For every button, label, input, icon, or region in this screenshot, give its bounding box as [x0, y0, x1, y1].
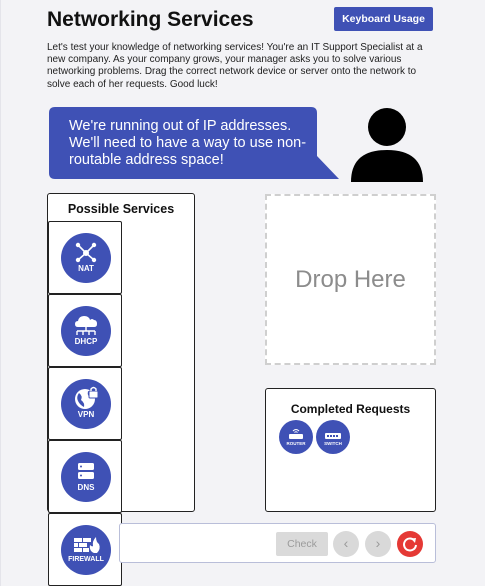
drop-zone-label: Drop Here: [295, 266, 406, 293]
reset-icon: [397, 531, 423, 557]
check-button[interactable]: Check: [276, 532, 328, 556]
dns-server-icon: [61, 452, 111, 502]
service-label: DHCP: [74, 337, 98, 346]
chevron-left-icon: ‹: [343, 535, 349, 551]
next-button[interactable]: [365, 531, 391, 557]
service-label: VPN: [77, 410, 95, 419]
service-card-vpn[interactable]: [48, 367, 122, 440]
completed-requests-title: Completed Requests: [290, 402, 411, 416]
nat-network-icon: [61, 233, 111, 283]
switch-icon: [316, 420, 350, 454]
keyboard-usage-button[interactable]: Keyboard Usage: [334, 7, 433, 31]
page-title: Networking Services: [47, 8, 254, 31]
service-label: DNS: [77, 483, 95, 492]
reset-button[interactable]: [397, 531, 423, 557]
router-icon: [279, 420, 313, 454]
chevron-right-icon: ›: [375, 535, 381, 551]
drop-zone[interactable]: [265, 194, 436, 365]
previous-button[interactable]: [333, 531, 359, 557]
dhcp-cloud-icon: [61, 306, 111, 356]
completed-item-label: SWITCH: [324, 441, 342, 446]
service-card-dhcp[interactable]: [48, 294, 122, 367]
person-icon: [349, 106, 425, 182]
completed-requests-panel: [265, 388, 436, 512]
request-speech-bubble: [49, 107, 339, 179]
service-label: FIREWALL: [68, 556, 104, 563]
completed-item-label: ROUTER: [286, 441, 306, 446]
service-card-nat[interactable]: [48, 221, 122, 294]
service-label: NAT: [78, 264, 94, 273]
firewall-icon: [61, 525, 111, 575]
vpn-globe-lock-icon: [61, 379, 111, 429]
possible-services-title: Possible Services: [67, 202, 175, 216]
request-message: We're running out of IP addresses. We'll need to have a way to use non-routable address space!: [69, 118, 307, 168]
controls-bar: [119, 523, 436, 563]
service-card-dns[interactable]: [48, 440, 122, 513]
service-card-firewall[interactable]: [48, 513, 122, 586]
intro-text: Let's test your knowledge of networking services! You're an IT Support Specialist at a new company. As your company grows, your manager asks you to solve various networking problems. Drag the correct network device or server onto the network to solve each of her requests. Good luck!: [47, 42, 423, 90]
